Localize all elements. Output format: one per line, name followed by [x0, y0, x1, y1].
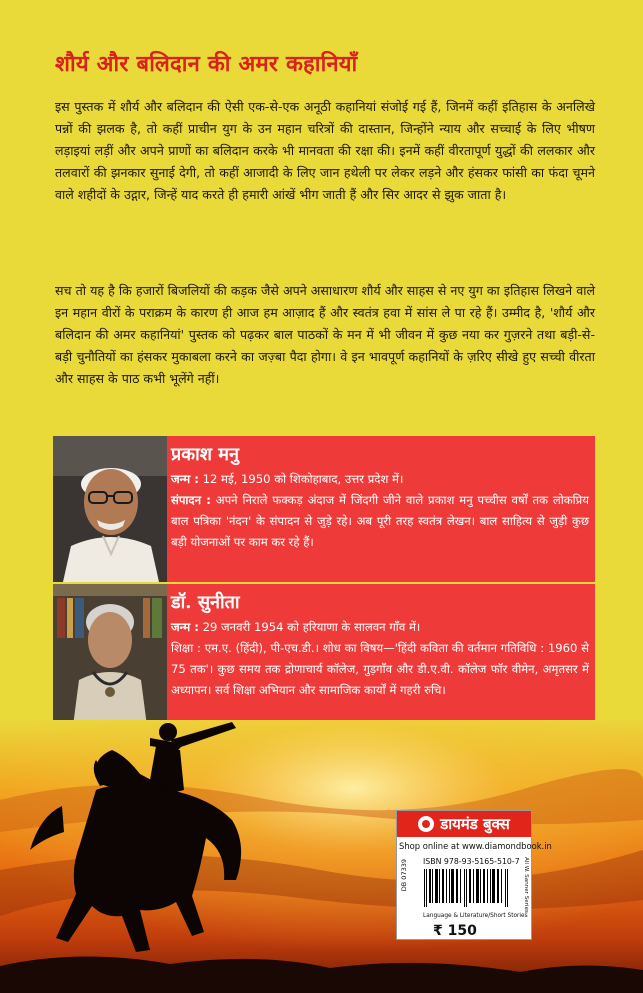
back-cover-info-box: [396, 810, 552, 940]
work-label: संपादन :: [171, 493, 211, 507]
barcode-icon: [423, 869, 509, 907]
edu-text: एम.ए. (हिंदी), पी-एच.डी.। शोध का विषय—'हिंदी कविता की वर्तमान गतिविधि : 1960 से 75 तक'। कुछ समय तक द्रोणाचार्य कॉलेज, गुड़गाँव और डी.ए.वी. कॉलेज फॉर वीमेन, अमृतसर में अध्यापन। सर्व शिक्षा अभियान और सामाजिक कार्यों में गहरी रुचि।: [171, 641, 590, 697]
publisher-name: डायमंड बुक्स: [440, 815, 510, 833]
author-name: प्रकाश मनु: [171, 444, 239, 465]
edu-label: शिक्षा :: [171, 641, 201, 655]
price-text: ₹ 150: [433, 923, 477, 939]
author-panel-dr-sunita: [53, 584, 595, 726]
birth-label: जन्म :: [171, 472, 199, 486]
product-code: DB 07339: [400, 859, 408, 892]
author-bio-dr-sunita: [171, 590, 589, 701]
sunset-artwork: [0, 720, 643, 993]
book-title: शौर्य और बलिदान की अमर कहानियाँ: [55, 51, 358, 77]
work-text: अपने निराले फक्कड़ अंदाज में जिंदगी जीने वाले प्रकाश मनु पच्चीस वर्षों तक लोकप्रिय बाल पत्रिका 'नंदन' के संपादन से जुड़े रहे। अब पूरी तरह स्वतंत्र लेखन। बाल साहित्य से जुड़ी कुछ बड़ी योजनाओं पर काम कर रहे हैं।: [171, 493, 589, 549]
author-name: डॉ. सुनीता: [171, 592, 240, 613]
shop-online-text: Shop online at www.diamondbook.in: [399, 841, 552, 851]
author-birth: [171, 469, 589, 490]
birth-text: 12 मई, 1950 को शिकोहाबाद, उत्तर प्रदेश में।: [202, 472, 404, 486]
author-photo-dr-sunita: [53, 584, 167, 726]
series-code: All W. Sanner Series: [523, 857, 529, 913]
category-text: Language & Literature/Short Stories: [423, 913, 528, 919]
author-panel-prakash-manu: [53, 436, 595, 582]
blurb-paragraph-1: इस पुस्तक में शौर्य और बलिदान की ऐसी एक-से-एक अनूठी कहानियां संजोई गई हैं, जिनमें कहीं इतिहास के अनलिखे पन्नों की झलक है, तो कहीं प्राचीन युग के उन महान चरित्रों की दास्तान, जिन्होंने न्याय और सच्चाई के लिए भीषण लड़ाइयां लड़ीं और अपने प्राणों का बलिदान करके भी मानवता की रक्षा की। इनमें कहीं वीरतापूर्ण युद्धों की ललकार और तलवारों की झनकार सुनाई देगी, तो कहीं आजादी के लिए जान हथेली पर लेकर लड़ने और हंसकर फांसी का फंदा चूमने वाले शहीदों के उद्गार, जिन्हें याद करते ही हमारी आंखें भीग जाती हैं और सिर आदर से झुक जाता है।: [55, 99, 595, 202]
author-photo-prakash-manu: [53, 436, 167, 582]
author-birth: [171, 617, 589, 638]
author-bio-prakash-manu: [171, 442, 589, 553]
author-education: [171, 638, 589, 701]
birth-text: 29 जनवरी 1954 को हरियाणा के सालवन गाँव में।: [202, 620, 421, 634]
birth-label: जन्म :: [171, 620, 199, 634]
blurb-paragraph-2: सच तो यह है कि हजारों बिजलियों की कड़क जैसे अपने असाधारण शौर्य और साहस से नए युग का इतिहास लिखने वाले इन महान वीरों के पराक्रम के कारण ही आज हम आज़ाद हैं और स्वतंत्र हवा में सांस ले पा रहे हैं। उम्मीद है, 'शौर्य और बलिदान की अमर कहानियां' पुस्तक को पढ़कर बाल पाठकों के मन में भी जीवन में कुछ नया कर गुज़रने तथा बड़ी-से-बड़ी चुनौतियों का हंसकर मुकाबला करने का जज़्बा पैदा होगा। वे इन भावपूर्ण कहानियों के ज़रिए सीखे हुए सच्ची वीरता और साहस के पाठ कभी भूलेंगे नहीं।: [55, 283, 595, 386]
author-work: [171, 490, 589, 553]
diamond-logo-icon: [418, 816, 434, 832]
publisher-brand: [397, 811, 531, 837]
isbn-number: ISBN 978-93-5165-510-7: [423, 857, 520, 866]
